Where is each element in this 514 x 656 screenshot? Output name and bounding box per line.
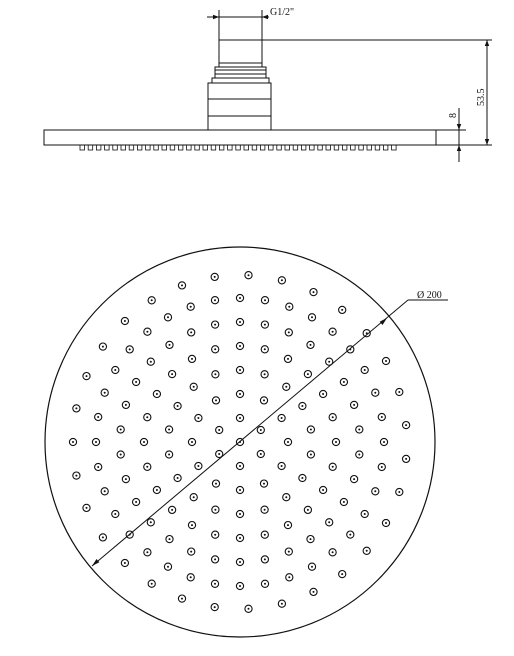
nozzle-center: [239, 465, 241, 467]
nozzle-center: [310, 454, 312, 456]
nozzle-center: [239, 417, 241, 419]
nozzle-center: [310, 538, 312, 540]
nozzle-nub: [154, 145, 159, 150]
nozzle-center: [171, 509, 173, 511]
nozzle-center: [264, 558, 266, 560]
nozzle-center: [248, 274, 250, 276]
knurled-ring: [215, 67, 266, 78]
nozzle-center: [332, 416, 334, 418]
nozzle-center: [215, 399, 217, 401]
nozzle-center: [214, 324, 216, 326]
nozzle-center: [97, 466, 99, 468]
nozzle-center: [125, 404, 127, 406]
plate-thickness-label: 8: [448, 113, 459, 118]
nozzle-center: [120, 429, 122, 431]
nozzle-center: [239, 321, 241, 323]
nozzle-center: [124, 562, 126, 564]
nozzle-center: [332, 331, 334, 333]
nozzle-center: [135, 381, 137, 383]
nozzle-nub: [301, 145, 306, 150]
nozzle-center: [167, 316, 169, 318]
nozzle-center: [190, 306, 192, 308]
nozzle-center: [146, 416, 148, 418]
nozzle-center: [214, 534, 216, 536]
nozzle-center: [168, 429, 170, 431]
nozzle-center: [248, 608, 250, 610]
nozzle-center: [366, 550, 368, 552]
nozzle-center: [385, 360, 387, 362]
nozzle-center: [264, 583, 266, 585]
nozzle-center: [341, 573, 343, 575]
nozzle-nub: [334, 145, 339, 150]
nozzle-center: [341, 309, 343, 311]
nozzle-center: [181, 598, 183, 600]
nozzle-center: [264, 534, 266, 536]
nozzle-center: [239, 369, 241, 371]
nozzle-center: [328, 521, 330, 523]
nozzle-center: [374, 392, 376, 394]
nozzle-center: [75, 407, 77, 409]
nozzle-nub: [170, 145, 175, 150]
nozzle-nub: [367, 145, 372, 150]
nozzle-center: [288, 331, 290, 333]
nozzle-center: [287, 358, 289, 360]
nozzle-center: [385, 522, 387, 524]
nozzle-center: [181, 284, 183, 286]
nozzle-center: [288, 551, 290, 553]
nozzle-center: [191, 524, 193, 526]
nozzle-center: [146, 466, 148, 468]
nozzle-center: [264, 324, 266, 326]
nozzle-center: [322, 489, 324, 491]
nozzle-nub: [178, 145, 183, 150]
nozzle-center: [364, 513, 366, 515]
nozzle-center: [150, 361, 152, 363]
plate-thickness-dimension: [436, 108, 466, 162]
nozzle-center: [264, 509, 266, 511]
nozzle-nub: [203, 145, 208, 150]
nozzle-nub: [121, 145, 126, 150]
nozzle-center: [281, 603, 283, 605]
nozzle-nub: [277, 145, 282, 150]
nozzle-nub: [162, 145, 167, 150]
height-label: 53.5: [476, 88, 487, 106]
nozzle-center: [197, 417, 199, 419]
nozzle-center: [114, 369, 116, 371]
nozzle-nub: [351, 145, 356, 150]
nozzle-nub: [392, 145, 397, 150]
nozzle-center: [358, 429, 360, 431]
nozzle-center: [239, 297, 241, 299]
nozzle-center: [322, 393, 324, 395]
nozzle-center: [343, 501, 345, 503]
nozzle-center: [75, 475, 77, 477]
nozzle-center: [307, 373, 309, 375]
nozzle-center: [214, 509, 216, 511]
head-body: [208, 83, 271, 130]
nozzle-nub: [137, 145, 142, 150]
nozzle-nub: [228, 145, 233, 150]
nozzle-center: [177, 405, 179, 407]
nozzle-center: [281, 465, 283, 467]
nozzle-center: [381, 466, 383, 468]
nozzle-center: [405, 458, 407, 460]
nozzle-center: [287, 441, 289, 443]
nozzle-center: [151, 583, 153, 585]
nozzle-center: [104, 490, 106, 492]
nozzle-center: [151, 299, 153, 301]
nozzle-center: [288, 306, 290, 308]
nozzle-center: [239, 585, 241, 587]
nozzle-center: [193, 386, 195, 388]
nozzle-nub: [88, 145, 93, 150]
nozzle-center: [104, 392, 106, 394]
nozzle-center: [264, 348, 266, 350]
nozzle-center: [214, 373, 216, 375]
nozzle-center: [301, 477, 303, 479]
nozzle-center: [177, 477, 179, 479]
side-elevation-view: [44, 7, 492, 162]
nozzle-nub: [269, 145, 274, 150]
nozzle-center: [120, 454, 122, 456]
nozzle-nubs: [80, 145, 396, 150]
nozzle-center: [190, 331, 192, 333]
plan-view: [45, 247, 448, 637]
nozzle-center: [398, 391, 400, 393]
shower-plate-side: [44, 130, 436, 145]
nozzle-center: [239, 489, 241, 491]
nozzle-center: [288, 576, 290, 578]
nozzle-center: [95, 441, 97, 443]
nozzle-center: [310, 344, 312, 346]
nozzle-center: [313, 591, 315, 593]
nozzle-center: [332, 551, 334, 553]
nozzle-nub: [80, 145, 85, 150]
diameter-dimension: [92, 290, 448, 566]
nozzle-center: [168, 454, 170, 456]
nozzle-center: [281, 279, 283, 281]
nozzle-center: [343, 381, 345, 383]
nozzle-center: [281, 417, 283, 419]
nozzle-nub: [252, 145, 257, 150]
nozzle-center: [114, 513, 116, 515]
nozzle-center: [214, 606, 216, 608]
nozzle-center: [239, 393, 241, 395]
nozzle-center: [135, 501, 137, 503]
nozzle-center: [311, 566, 313, 568]
nozzle-center: [190, 576, 192, 578]
nozzle-nub: [293, 145, 298, 150]
nozzle-center: [191, 358, 193, 360]
nozzle-center: [260, 453, 262, 455]
nozzle-center: [264, 373, 266, 375]
nozzle-nub: [375, 145, 380, 150]
nozzle-center: [353, 404, 355, 406]
nozzle-center: [191, 441, 193, 443]
nozzle-nub: [211, 145, 216, 150]
nozzle-center: [150, 521, 152, 523]
nozzle-center: [102, 536, 104, 538]
nozzle-center: [124, 320, 126, 322]
nozzle-center: [307, 509, 309, 511]
nozzle-center: [383, 441, 385, 443]
nozzle-center: [301, 405, 303, 407]
nozzle-center: [263, 399, 265, 401]
nozzle-center: [349, 534, 351, 536]
nozzle-center: [102, 346, 104, 348]
nozzle-nub: [326, 145, 331, 150]
nozzle-nub: [260, 145, 265, 150]
nozzle-nub: [113, 145, 118, 150]
nozzle-nub: [310, 145, 315, 150]
nozzle-nub: [244, 145, 249, 150]
nozzle-center: [171, 373, 173, 375]
nozzle-center: [72, 441, 74, 443]
nozzle-center: [239, 537, 241, 539]
diameter-label: Ø 200: [417, 290, 442, 301]
nozzle-nub: [383, 145, 388, 150]
nozzle-center: [285, 496, 287, 498]
nozzle-center: [364, 369, 366, 371]
nozzle-nub: [195, 145, 200, 150]
nozzle-center: [310, 429, 312, 431]
nozzle-center: [358, 454, 360, 456]
nozzle-center: [214, 558, 216, 560]
thread-dimension: [207, 7, 294, 40]
nozzle-center: [197, 465, 199, 467]
nozzle-center: [332, 466, 334, 468]
nozzle-nub: [96, 145, 101, 150]
nozzle-center: [156, 393, 158, 395]
nozzle-center: [218, 453, 220, 455]
nozzle-center: [86, 375, 88, 377]
nozzle-nub: [359, 145, 364, 150]
nozzle-nub: [342, 145, 347, 150]
nozzle-center: [398, 491, 400, 493]
nozzle-center: [169, 344, 171, 346]
nozzle-center: [86, 507, 88, 509]
nozzle-center: [260, 429, 262, 431]
nozzle-center: [264, 299, 266, 301]
nozzle-center: [143, 441, 145, 443]
nozzle-center: [129, 348, 131, 350]
nozzle-center: [125, 478, 127, 480]
nozzle-center: [287, 524, 289, 526]
nozzle-center: [156, 489, 158, 491]
nozzle-nub: [129, 145, 134, 150]
nozzle-center: [146, 551, 148, 553]
nozzle-center: [353, 478, 355, 480]
nozzle-center: [239, 345, 241, 347]
nozzle-center: [214, 299, 216, 301]
nozzle-center: [285, 386, 287, 388]
nozzle-center: [214, 348, 216, 350]
nozzle-center: [239, 561, 241, 563]
thread-size-label: G1/2": [270, 7, 295, 18]
nozzle-center: [335, 441, 337, 443]
nozzle-nub: [146, 145, 151, 150]
nozzle-center: [328, 361, 330, 363]
nozzle-center: [374, 490, 376, 492]
nozzle-center: [190, 551, 192, 553]
nozzle-center: [239, 513, 241, 515]
nozzle-nub: [219, 145, 224, 150]
nozzle-nub: [105, 145, 110, 150]
nozzle-center: [97, 416, 99, 418]
nozzle-center: [381, 416, 383, 418]
nozzle-nub: [285, 145, 290, 150]
nozzle-center: [214, 276, 216, 278]
nozzle-center: [218, 429, 220, 431]
nozzle-center: [146, 331, 148, 333]
nozzle-center: [215, 483, 217, 485]
nozzle-center: [263, 483, 265, 485]
nozzle-center: [193, 496, 195, 498]
nozzle-center: [311, 316, 313, 318]
nozzle-center: [214, 583, 216, 585]
nozzle-nub: [318, 145, 323, 150]
height-dimension: [262, 40, 492, 145]
nozzle-nub: [187, 145, 192, 150]
nozzle-nub: [236, 145, 241, 150]
nozzle-center: [167, 566, 169, 568]
nozzle-center: [405, 424, 407, 426]
nozzle-center: [169, 538, 171, 540]
nozzle-center: [313, 291, 315, 293]
